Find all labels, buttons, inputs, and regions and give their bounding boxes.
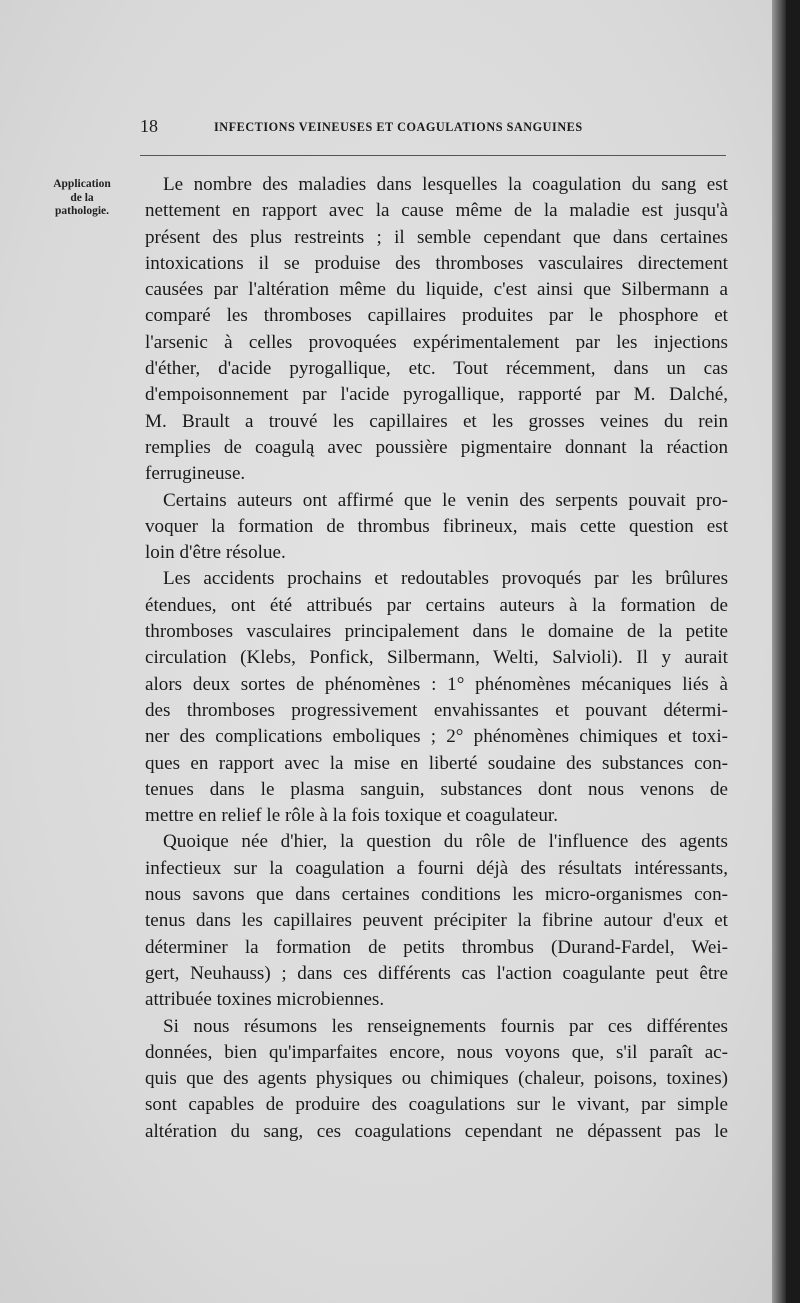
page-number: 18 — [140, 116, 158, 136]
text-line: ferrugineuse. — [145, 463, 246, 485]
text-line: sont capables de produire des coagulations sur le vivant, par simple — [145, 1094, 728, 1116]
text-line: ner des complications emboliques ; 2° phénomènes chimiques et toxi- — [145, 726, 728, 748]
text-line: altération du sang, ces coagulations cependant ne dépassent pas le — [145, 1120, 728, 1142]
page-header — [140, 114, 726, 144]
text-line: nettement en rapport avec la cause même de la maladie est jusqu'à — [145, 200, 728, 222]
text-line: thromboses vasculaires principalement dans le domaine de la petite — [145, 621, 728, 643]
text-line: ques en rapport avec la mise en liberté soudaine des substances con- — [145, 752, 728, 774]
text-line: gert, Neuhauss) ; dans ces différents cas l'action coagulante peut être — [145, 962, 728, 984]
text-line: Certains auteurs ont affirmé que le venin des serpents pouvait pro- — [163, 489, 728, 511]
text-line: données, bien qu'imparfaites encore, nous voyons que, s'il paraît ac- — [145, 1041, 728, 1063]
page-edge-shadow — [772, 0, 786, 1303]
text-line: remplies de coagulą avec poussière pigmentaire donnant la réaction — [145, 436, 728, 458]
paragraph — [145, 488, 728, 567]
header-rule — [140, 155, 726, 156]
text-line: causées par l'altération même du liquide, c'est ainsi que Silbermann a — [145, 279, 728, 301]
text-line: circulation (Klebs, Ponfick, Silbermann, Welti, Salvioli). Il y aurait — [145, 647, 728, 669]
text-line: Le nombre des maladies dans lesquelles la coagulation du sang est — [163, 174, 728, 195]
text-line: quis que des agents physiques ou chimiques (chaleur, poisons, toxines) — [145, 1068, 728, 1090]
text-line: comparé les thromboses capillaires produites par le phosphore et — [145, 305, 728, 327]
text-line: étendues, ont été attribués par certains auteurs à la formation de — [145, 594, 728, 616]
text-line: des thromboses progressivement envahissantes et pouvant détermi- — [145, 699, 728, 721]
running-title: INFECTIONS VEINEUSES ET COAGULATIONS SANGUINES — [214, 120, 583, 134]
paragraph — [145, 566, 728, 829]
text-line: voquer la formation de thrombus fibrineux, mais cette question est — [145, 515, 728, 537]
text-line: loin d'être résolue. — [145, 542, 286, 564]
text-line: alors deux sortes de phénomènes : 1° phénomènes mécaniques liés à — [145, 673, 728, 695]
text-line: l'arsenic à celles provoquées expérimentalement par les injections — [145, 331, 728, 353]
text-line: mettre en relief le rôle à la fois toxique et coagulateur. — [145, 805, 558, 827]
text-line: nous savons que dans certaines conditions les micro-organismes con- — [145, 884, 728, 906]
body-text — [145, 172, 728, 1145]
margin-note — [30, 178, 134, 219]
text-line: Les accidents prochains et redoutables provoqués par les brûlures — [163, 568, 728, 590]
text-line: tenues dans le plasma sanguin, substances dont nous venons de — [145, 778, 728, 800]
paragraph — [145, 1014, 728, 1145]
paragraph — [145, 172, 728, 488]
text-line: d'empoisonnement par l'acide pyrogallique, rapporté par M. Dalché, — [145, 384, 728, 406]
text-line: attribuée toxines microbiennes. — [145, 989, 385, 1011]
text-line: Quoique née d'hier, la question du rôle de l'influence des agents — [163, 831, 728, 853]
paragraph — [145, 829, 728, 1013]
text-line: Si nous résumons les renseignements fournis par ces différentes — [163, 1015, 728, 1037]
text-line: présent des plus restreints ; il semble cependant que dans certaines — [145, 226, 728, 248]
text-line: d'éther, d'acide pyrogallique, etc. Tout récemment, dans un cas — [145, 358, 728, 380]
text-line: intoxications il se produise des thromboses vasculaires directement — [145, 252, 728, 274]
margin-note-line: Application — [53, 178, 111, 190]
text-line: déterminer la formation de petits thrombus (Durand-Fardel, Wei- — [145, 936, 728, 958]
margin-note-line: de la — [70, 191, 94, 204]
text-line: tenus dans les capillaires peuvent précipiter la fibrine autour d'eux et — [145, 910, 728, 932]
text-line: infectieux sur la coagulation a fourni déjà des résultats intéressants, — [145, 857, 728, 879]
margin-note-line: pathologie. — [55, 205, 109, 217]
text-line: M. Brault a trouvé les capillaires et les grosses veines du rein — [145, 410, 728, 432]
